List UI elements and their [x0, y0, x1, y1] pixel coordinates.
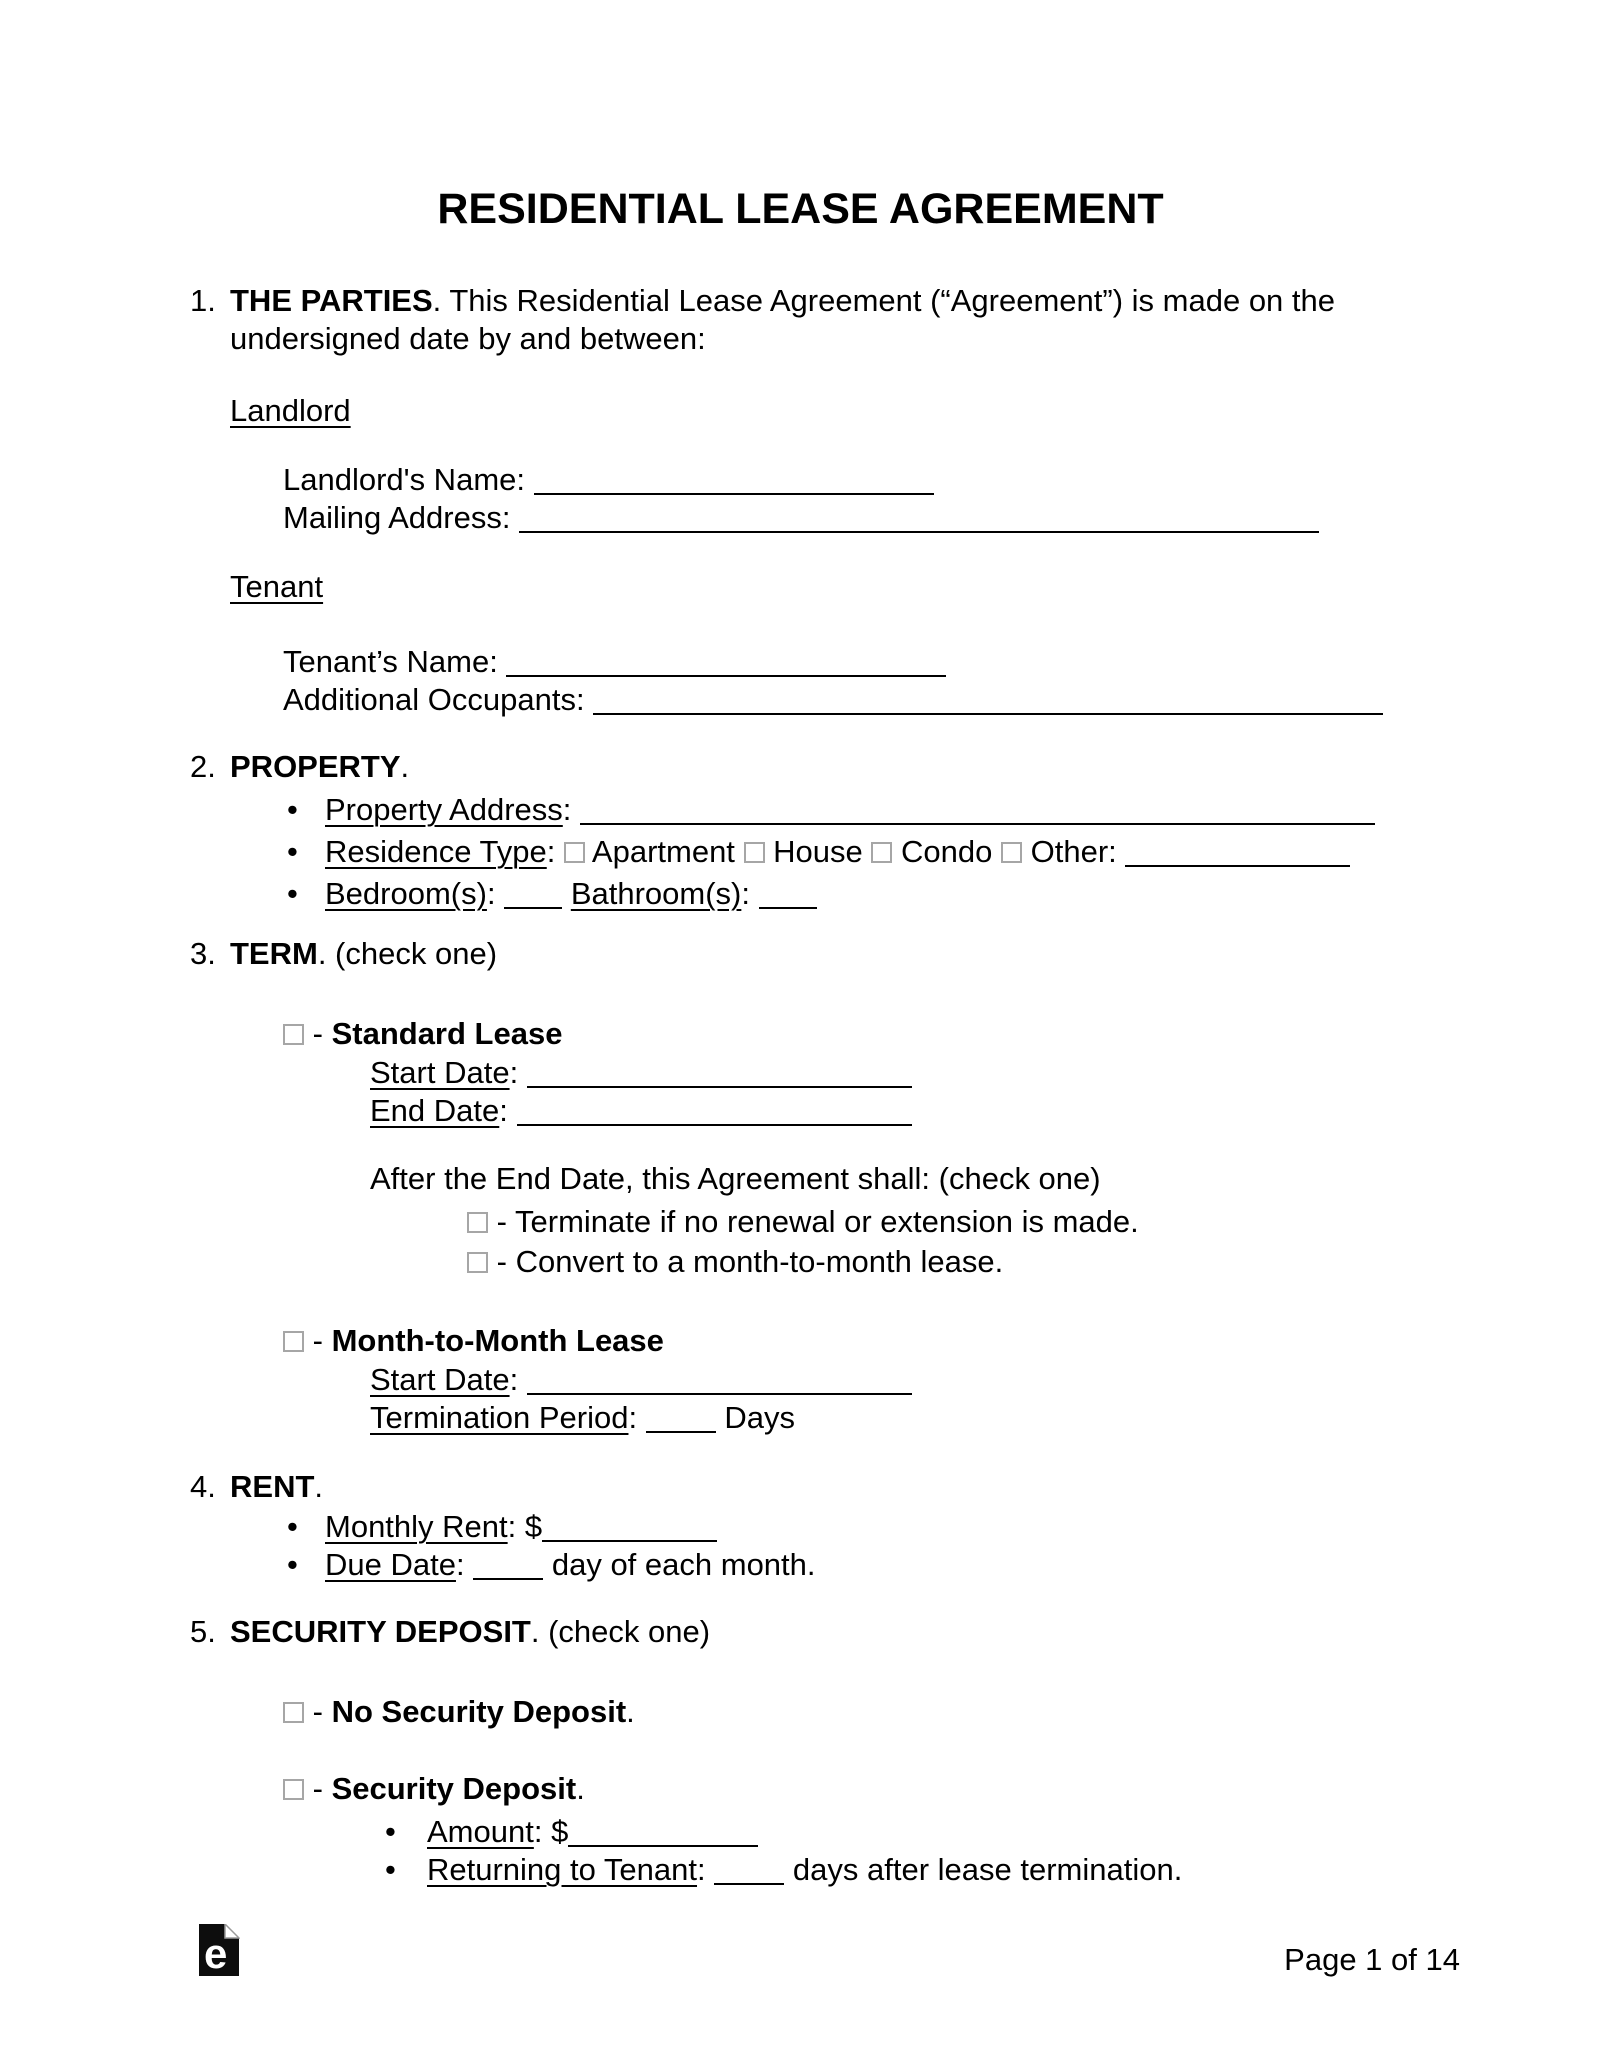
- additional-occupants-label: Additional Occupants: [283, 682, 576, 717]
- convert-option-row: - Convert to a month-to-month lease.: [467, 1243, 1455, 1281]
- apartment-option-label: Apartment: [591, 834, 735, 869]
- standard-start-date-blank[interactable]: [527, 1058, 912, 1088]
- start-date-label: Start Date: [370, 1055, 510, 1090]
- standard-lease-row: - Standard Lease: [283, 1015, 1455, 1053]
- termination-period-label: Termination Period: [370, 1400, 629, 1435]
- mailing-address-label: Mailing Address: [283, 500, 502, 535]
- no-security-deposit-checkbox[interactable]: [283, 1702, 304, 1723]
- property-address-blank[interactable]: [580, 795, 1375, 825]
- section-property-number: 2.: [190, 749, 216, 784]
- bedrooms-blank[interactable]: [504, 879, 562, 909]
- rent-heading: RENT: [230, 1469, 315, 1504]
- m2m-start-date-row: Start Date:: [370, 1360, 1455, 1398]
- other-residence-blank[interactable]: [1125, 837, 1350, 867]
- termination-period-row: Termination Period: Days: [370, 1400, 795, 1435]
- bullet-icon: •: [287, 834, 298, 869]
- parties-intro: [230, 282, 1380, 358]
- property-heading: PROPERTY: [230, 749, 401, 784]
- returning-blank[interactable]: [714, 1855, 784, 1885]
- section-term-number: 3.: [190, 936, 216, 971]
- other-checkbox[interactable]: [1001, 842, 1022, 863]
- convert-option-label: Convert to a month-to-month lease.: [515, 1244, 1004, 1279]
- standard-end-date-row: End Date:: [370, 1091, 1455, 1129]
- section-parties: [190, 282, 1455, 358]
- mailing-address-row: Mailing Address:: [283, 498, 1455, 536]
- other-option-label: Other: [1030, 834, 1109, 869]
- additional-occupants-blank[interactable]: [593, 685, 1383, 715]
- section-rent-number: 4.: [190, 1469, 216, 1504]
- section-security-number: 5.: [190, 1614, 216, 1649]
- parties-heading: THE PARTIES: [230, 283, 433, 318]
- returning-label: Returning to Tenant: [427, 1852, 698, 1887]
- returning-row: • Returning to Tenant: days after lease termination.: [385, 1852, 1183, 1887]
- term-heading: TERM: [230, 936, 318, 971]
- apartment-checkbox[interactable]: [564, 842, 585, 863]
- residence-type-label: Residence Type: [325, 834, 547, 869]
- due-date-label: Due Date: [325, 1547, 456, 1582]
- bedrooms-bathrooms-row: • Bedroom(s): Bathroom(s):: [287, 874, 1455, 912]
- month-to-month-label: Month-to-Month Lease: [331, 1323, 664, 1358]
- bullet-icon: •: [287, 1547, 298, 1582]
- additional-occupants-row: Additional Occupants:: [283, 680, 1455, 718]
- standard-lease-label: Standard Lease: [331, 1016, 563, 1051]
- section-term: 3. TERM. (check one): [190, 936, 498, 971]
- condo-checkbox[interactable]: [871, 842, 892, 863]
- terminate-option-label: Terminate if no renewal or extension is made.: [515, 1204, 1139, 1239]
- section-rent: 4. RENT.: [190, 1469, 324, 1504]
- tenant-name-blank[interactable]: [506, 647, 946, 677]
- m2m-start-date-label: Start Date: [370, 1362, 510, 1397]
- property-address-label: Property Address: [325, 792, 563, 827]
- landlord-name-label: Landlord's Name: [283, 462, 517, 497]
- landlord-heading: Landlord: [230, 393, 351, 428]
- landlord-name-row: Landlord's Name:: [283, 460, 1455, 498]
- terminate-option-row: - Terminate if no renewal or extension is made.: [467, 1203, 1455, 1241]
- standard-lease-checkbox[interactable]: [283, 1024, 304, 1045]
- page-number: Page 1 of 14: [1284, 1942, 1460, 1977]
- property-address-row: • Property Address:: [287, 790, 1455, 828]
- bullet-icon: •: [287, 1509, 298, 1544]
- bullet-icon: •: [287, 792, 298, 827]
- security-deposit-row: - Security Deposit.: [283, 1770, 1455, 1808]
- days-suffix: Days: [724, 1400, 795, 1435]
- tenant-name-label: Tenant’s Name: [283, 644, 490, 679]
- logo-letter: e: [204, 1930, 228, 1977]
- due-date-suffix: day of each month.: [551, 1547, 816, 1582]
- due-date-blank[interactable]: [473, 1550, 543, 1580]
- monthly-rent-row: • Monthly Rent: $: [287, 1507, 1455, 1545]
- bathrooms-label: Bathroom(s): [570, 876, 742, 911]
- standard-end-date-blank[interactable]: [517, 1096, 912, 1126]
- bedrooms-label: Bedroom(s): [325, 876, 487, 911]
- monthly-rent-blank[interactable]: [542, 1512, 717, 1542]
- bathrooms-blank[interactable]: [759, 879, 817, 909]
- tenant-name-row: Tenant’s Name:: [283, 642, 1455, 680]
- m2m-start-date-blank[interactable]: [527, 1365, 912, 1395]
- after-end-date-text: After the End Date, this Agreement shall: (check one): [370, 1161, 1101, 1196]
- security-deposit-label: Security Deposit: [331, 1771, 577, 1806]
- bullet-icon: •: [287, 876, 298, 911]
- condo-option-label: Condo: [901, 834, 993, 869]
- section-property: 2. PROPERTY.: [190, 749, 410, 784]
- dollar-sign: $: [524, 1509, 543, 1544]
- page-title: RESIDENTIAL LEASE AGREEMENT: [437, 185, 1164, 233]
- termination-period-blank[interactable]: [646, 1403, 716, 1433]
- mailing-address-blank[interactable]: [519, 503, 1319, 533]
- house-option-label: House: [773, 834, 863, 869]
- section-security-deposit: 5. SECURITY DEPOSIT. (check one): [190, 1614, 711, 1649]
- amount-label: Amount: [427, 1814, 534, 1849]
- tenant-heading: Tenant: [230, 569, 324, 604]
- month-to-month-row: - Month-to-Month Lease: [283, 1322, 1455, 1360]
- residence-type-row: • Residence Type: Apartment House Condo Other:: [287, 832, 1455, 870]
- amount-blank[interactable]: [568, 1817, 758, 1847]
- standard-start-date-row: Start Date:: [370, 1053, 1455, 1091]
- no-security-deposit-row: - No Security Deposit.: [283, 1693, 1455, 1731]
- security-deposit-checkbox[interactable]: [283, 1779, 304, 1800]
- bullet-icon: •: [385, 1852, 396, 1887]
- amount-row: • Amount: $: [385, 1812, 1455, 1850]
- parties-intro-text: . This Residential Lease Agreement (“Agreement”) is made on the undersigned date by and between:: [230, 283, 1336, 356]
- terminate-checkbox[interactable]: [467, 1212, 488, 1233]
- returning-suffix: days after lease termination.: [792, 1852, 1183, 1887]
- end-date-label: End Date: [370, 1093, 500, 1128]
- due-date-row: • Due Date: day of each month.: [287, 1547, 816, 1582]
- month-to-month-checkbox[interactable]: [283, 1331, 304, 1352]
- security-heading: SECURITY DEPOSIT: [230, 1614, 531, 1649]
- dollar-sign: $: [551, 1814, 569, 1849]
- no-security-deposit-label: No Security Deposit: [331, 1694, 627, 1729]
- house-checkbox[interactable]: [744, 842, 765, 863]
- convert-checkbox[interactable]: [467, 1252, 488, 1273]
- landlord-name-blank[interactable]: [534, 465, 934, 495]
- eforms-logo-icon: [198, 1924, 240, 1977]
- section-parties-number: 1.: [190, 283, 216, 318]
- bullet-icon: •: [385, 1814, 396, 1849]
- monthly-rent-label: Monthly Rent: [325, 1509, 508, 1544]
